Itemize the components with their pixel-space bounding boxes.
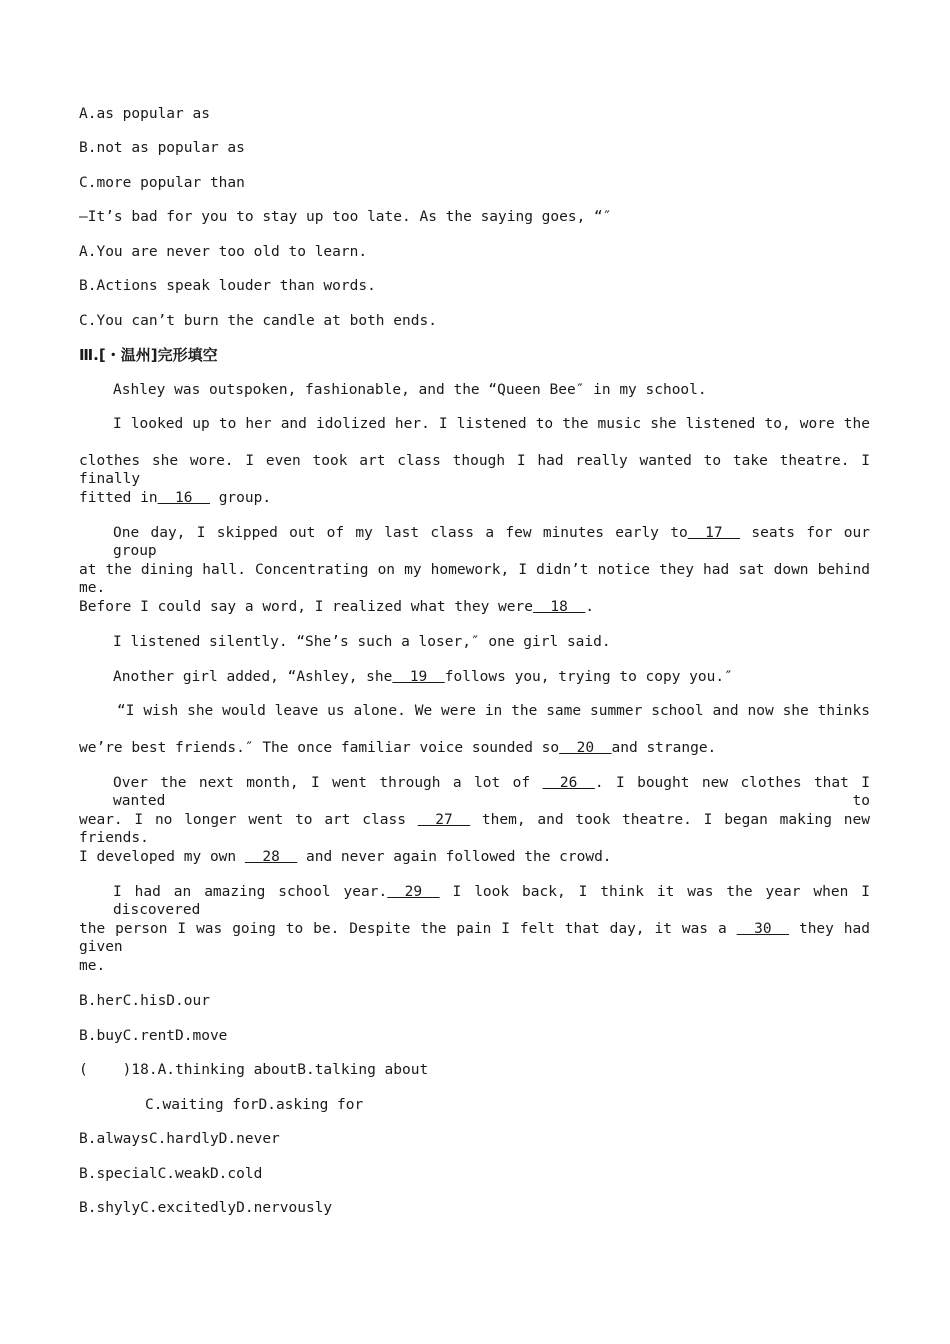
- option-row-18-line-1: ( )18.A.thinking aboutB.talking about: [79, 1062, 429, 1078]
- text-fragment: Before I could say a word, I realized what they were: [79, 599, 533, 615]
- text-fragment: I had an amazing school year.: [113, 884, 388, 900]
- option-row-19: B.alwaysC.hardlyD.never: [79, 1131, 280, 1147]
- passage-p6-line-1: “I wish she would leave us alone. We were in the same summer school and now she thinks: [117, 703, 870, 719]
- passage-p6-line-2: [79, 739, 716, 757]
- text-fragment: . I bought new clothes that I wanted to: [113, 775, 870, 809]
- blank-28: 28: [244, 849, 298, 865]
- saying-option-c: C.You can’t burn the candle at both ends.: [79, 313, 437, 329]
- text-fragment: One day, I skipped out of my last class a few minutes early to: [113, 525, 688, 541]
- blank-29: 29: [387, 884, 440, 900]
- passage-p2-line-1: I looked up to her and idolized her. I listened to the music she listened to, wore the: [113, 416, 870, 432]
- saying-option-a: A.You are never too old to learn.: [79, 244, 368, 260]
- option-c-popular: C.more popular than: [79, 175, 245, 191]
- text-fragment: follows you, trying to copy you.″: [444, 669, 733, 685]
- text-fragment: I look back, I think it was the year when I discovered: [113, 884, 870, 918]
- passage-p2-line-3: [79, 489, 271, 507]
- passage-p7-line-3: [79, 848, 612, 866]
- option-b-popular: B.not as popular as: [79, 140, 245, 156]
- text-fragment: wear. I no longer went to art class: [79, 812, 418, 828]
- passage-paragraph-5: [79, 668, 733, 686]
- passage-p3-line-2: at the dining hall. Concentrating on my homework, I didn’t notice they had sat down behind me.: [79, 562, 870, 596]
- text-fragment: the person I was going to be. Despite the pain I felt that day, it was a: [79, 921, 737, 937]
- blank-26: 26: [542, 775, 595, 791]
- passage-p8-line-2: [79, 920, 870, 956]
- section-heading: Ⅲ.[・温州]完形填空: [79, 346, 218, 364]
- passage-p3-line-1: [79, 524, 870, 560]
- text-fragment: and strange.: [611, 740, 717, 756]
- blank-16: 16: [157, 490, 210, 506]
- option-row-18-line-2: C.waiting forD.asking for: [145, 1097, 364, 1113]
- option-a-popular: A.as popular as: [79, 106, 210, 122]
- option-row-17: B.buyC.rentD.move: [79, 1028, 228, 1044]
- text-fragment: they had given: [79, 921, 870, 955]
- blank-27: 27: [417, 812, 471, 828]
- option-row-21: B.shylyC.excitedlyD.nervously: [79, 1200, 333, 1216]
- passage-p8-line-1: [79, 883, 870, 919]
- saying-question: —It’s bad for you to stay up too late. As the saying goes, “″: [79, 209, 612, 225]
- passage-p8-line-3: me.: [79, 958, 106, 974]
- text-fragment: group.: [209, 490, 272, 506]
- passage-p7-line-1: [79, 774, 870, 810]
- blank-18: 18: [532, 599, 586, 615]
- blank-30: 30: [736, 921, 790, 937]
- text-fragment: Over the next month, I went through a lot of: [113, 775, 543, 791]
- passage-p3-line-3: [79, 598, 594, 616]
- saying-option-b: B.Actions speak louder than words.: [79, 278, 376, 294]
- text-fragment: fitted in: [79, 490, 158, 506]
- blank-19: 19: [392, 669, 445, 685]
- text-fragment: them, and took theatre. I began making new friends.: [79, 812, 870, 846]
- text-fragment: Another girl added, “Ashley, she: [113, 669, 393, 685]
- passage-paragraph-4: I listened silently. “She’s such a loser,″ one girl said.: [113, 634, 611, 650]
- option-row-16: B.herC.hisD.our: [79, 993, 210, 1009]
- blank-17: 17: [687, 525, 741, 541]
- text-fragment: and never again followed the crowd.: [297, 849, 612, 865]
- option-row-20: B.specialC.weakD.cold: [79, 1166, 263, 1182]
- text-fragment: I developed my own: [79, 849, 245, 865]
- passage-p7-line-2: [79, 811, 870, 847]
- text-fragment: seats for our group: [113, 525, 870, 559]
- passage-paragraph-1: Ashley was outspoken, fashionable, and the “Queen Bee″ in my school.: [113, 382, 707, 398]
- text-fragment: we’re best friends.″ The once familiar voice sounded so: [79, 740, 560, 756]
- passage-p2-line-2: clothes she wore. I even took art class though I had really wanted to take theatre. I finally: [79, 453, 870, 487]
- text-fragment: .: [585, 599, 595, 615]
- blank-20: 20: [559, 740, 612, 756]
